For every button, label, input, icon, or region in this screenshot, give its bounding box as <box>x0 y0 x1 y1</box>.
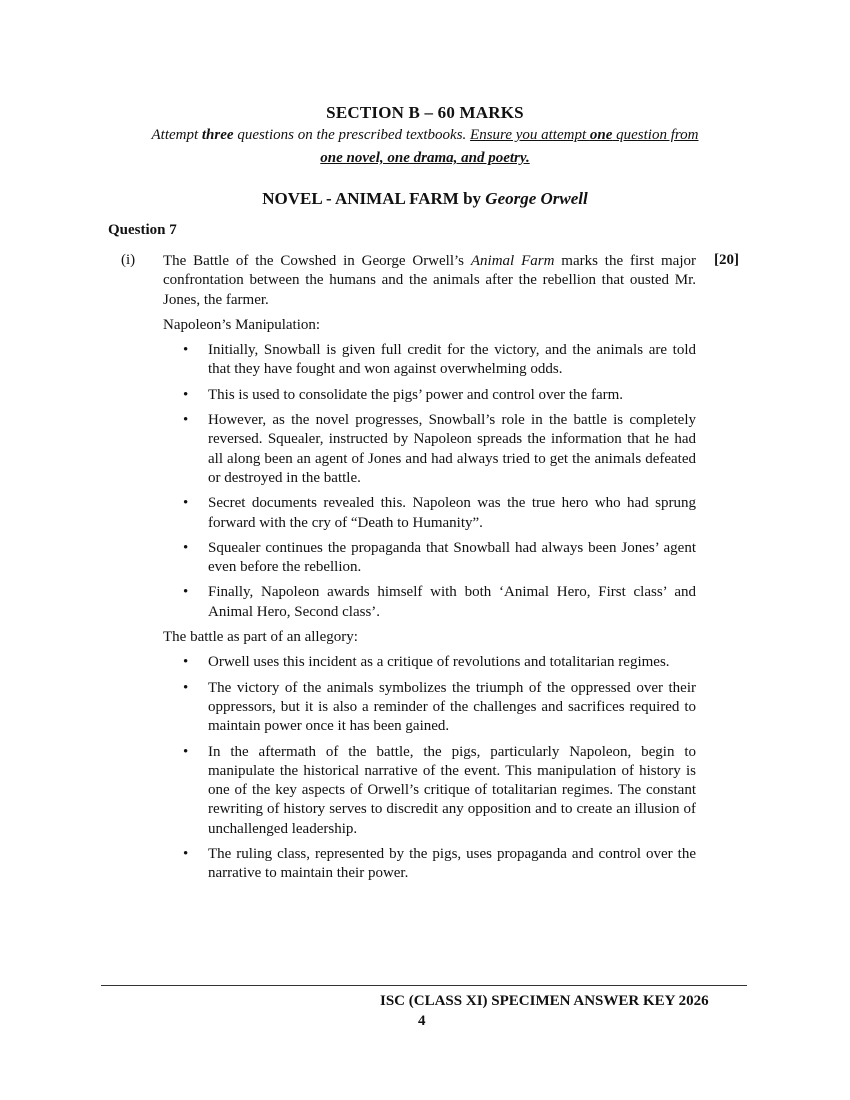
question-part-number: (i) <box>121 252 136 268</box>
list-item: • Squealer continues the propaganda that Snowball had always been Jones’ agent even before the rebellion. <box>183 539 696 576</box>
instruction-emphasis-three: three <box>201 127 234 143</box>
subheading-allegory: The battle as part of an allegory: <box>163 629 358 646</box>
novel-author: George Orwell <box>485 189 588 208</box>
list-item: • The victory of the animals symbolizes the triumph of the oppressed over their oppressors, but it is also a reminder of the challenges and sacrifices required to maintain power once it has been gained. <box>183 679 696 735</box>
page-number: 4 <box>418 1013 426 1029</box>
section-title: SECTION B – 60 MARKS <box>326 103 524 122</box>
novel-heading: NOVEL - ANIMAL FARM by George Orwell <box>262 189 588 208</box>
bullet-icon: • <box>183 386 189 403</box>
footer-divider <box>101 985 747 986</box>
list-item: • In the aftermath of the battle, the pigs, particularly Napoleon, begin to manipulate the historical narrative of the event. This manipulation of history is one of the key aspects of Orwell’s critique of totalitarian regimes. The constant rewriting of history serves to discredit any opposition and to create an illusion of unchallenged leadership. <box>183 743 696 837</box>
bullet-icon: • <box>183 679 189 696</box>
list-item: • The ruling class, represented by the pigs, uses propaganda and control over the narrative to maintain their power. <box>183 846 696 882</box>
bullet-icon: • <box>183 654 189 671</box>
list-item: • Secret documents revealed this. Napoleon was the true hero who had sprung forward with the cry of “Death to Humanity”. <box>183 495 696 531</box>
bullet-icon: • <box>183 495 189 512</box>
instruction-underlined: Ensure you attempt one question from <box>470 127 699 143</box>
list-item: • This is used to consolidate the pigs’ power and control over the farm. <box>163 386 696 405</box>
instruction-text: Attempt <box>151 127 202 143</box>
bullet-icon: • <box>183 743 189 760</box>
list-item: • Orwell uses this incident as a critique of revolutions and totalitarian regimes. <box>163 653 696 672</box>
bullet-icon: • <box>183 412 189 429</box>
section-instruction-line2: one novel, one drama, and poetry. <box>320 150 530 166</box>
answer-intro: The Battle of the Cowshed in George Orwell’s Animal Farm marks the first major confrontation between the humans and the animals after the rebellion that ousted Mr. Jones, the farmer. <box>163 253 696 308</box>
question-label: Question 7 <box>108 222 177 238</box>
bullet-icon: • <box>183 539 189 556</box>
answer-body <box>163 252 696 890</box>
list-item: • Finally, Napoleon awards himself with both ‘Animal Hero, First class’ and Animal Hero, Second class’. <box>183 584 696 620</box>
instruction-emphasis-one: one <box>589 127 613 143</box>
section-instruction-line1 <box>0 127 850 144</box>
allegory-bullet-list <box>163 653 696 883</box>
list-item: • However, as the novel progresses, Snowball’s role in the battle is completely reversed. Squealer, instructed by Napoleon spreads the information that he had all along been an agent of Jones and had always tried to get the animals defeated or destroyed in the battle. <box>183 412 696 486</box>
subheading-manipulation: Napoleon’s Manipulation: <box>163 316 321 333</box>
list-item: • Initially, Snowball is given full credit for the victory, and the animals are told that they have fought and won against overwhelming odds. <box>183 342 696 378</box>
bullet-icon: • <box>183 342 189 359</box>
question-marks: [20] <box>714 252 739 268</box>
bullet-icon: • <box>183 584 189 601</box>
book-title: Animal Farm <box>470 253 555 269</box>
instruction-text: questions on the prescribed textbooks. <box>233 127 471 143</box>
bullet-icon: • <box>183 846 189 863</box>
manipulation-bullet-list <box>163 341 696 622</box>
footer-title: ISC (CLASS XI) SPECIMEN ANSWER KEY 2026 <box>380 993 709 1009</box>
